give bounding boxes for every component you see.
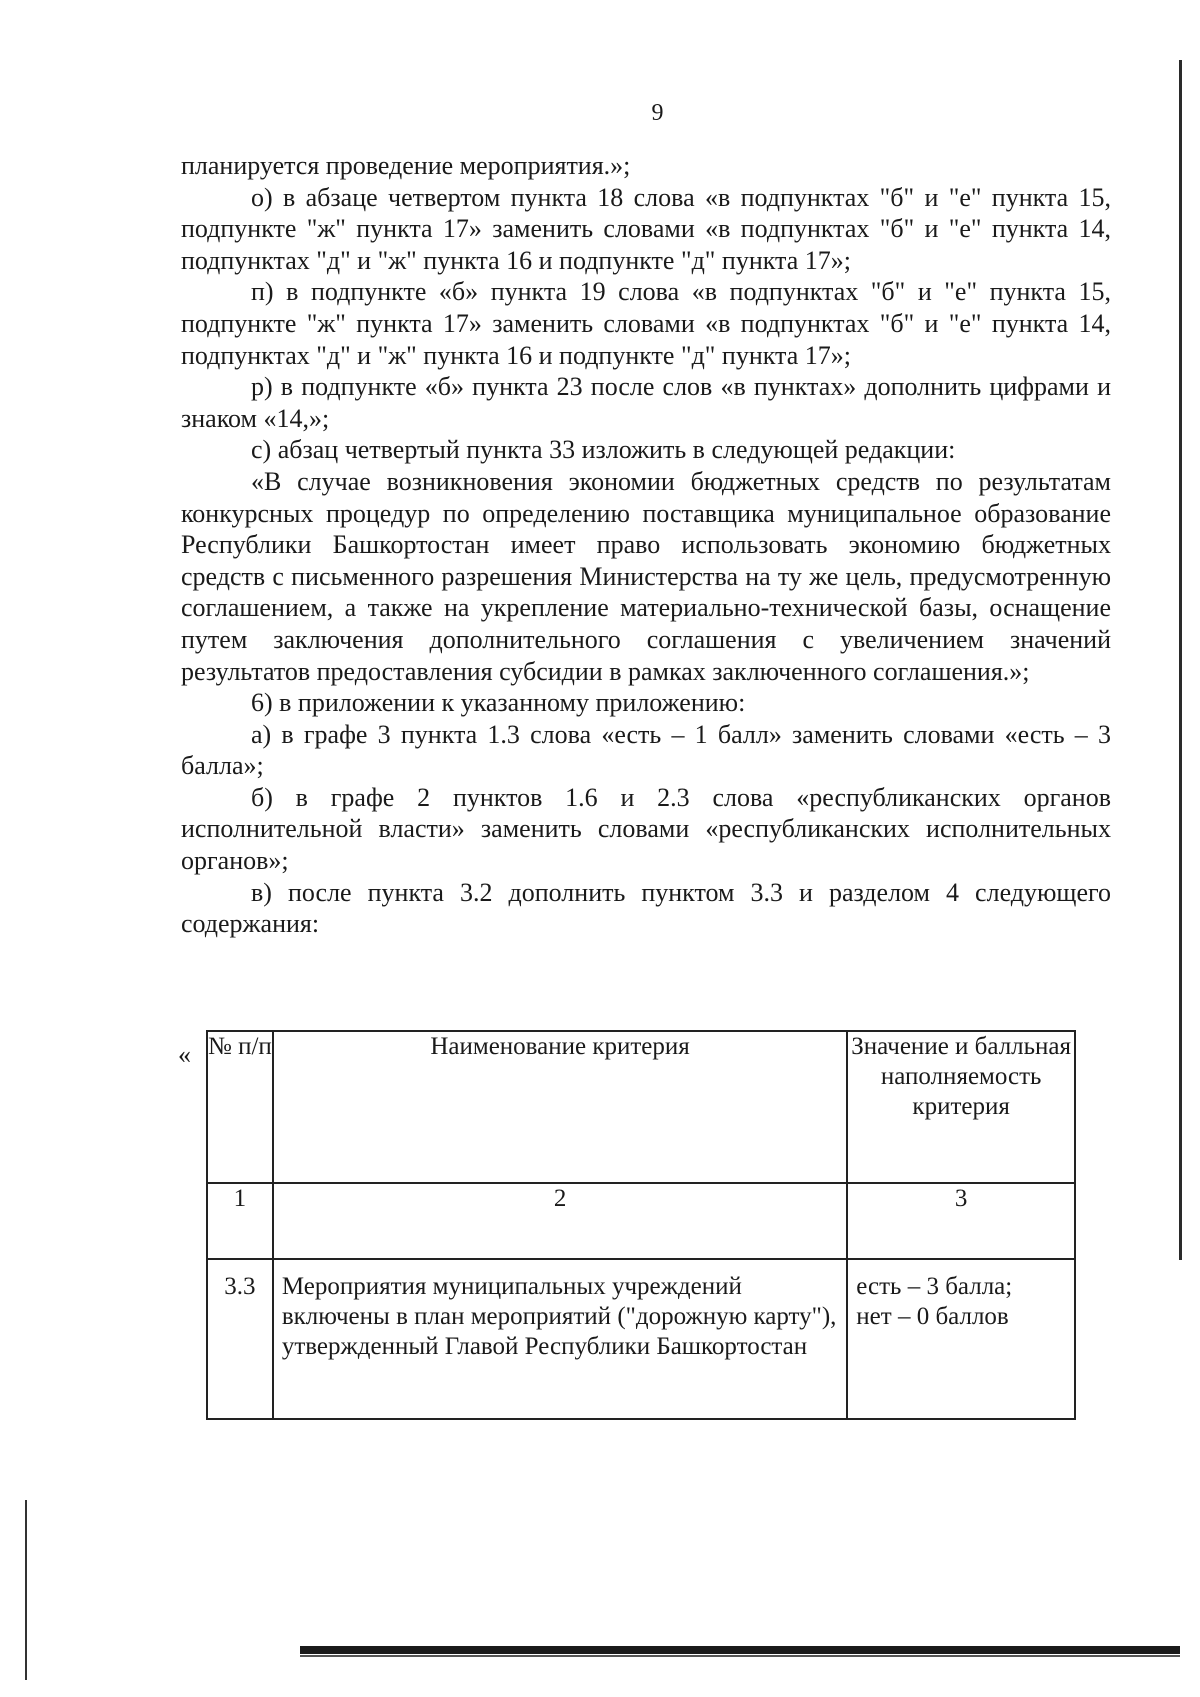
scan-edge-right — [1179, 60, 1182, 1260]
table-column-number-row — [207, 1183, 1075, 1259]
table-row — [207, 1259, 1075, 1419]
paragraph: 6) в приложении к указанному приложению: — [251, 688, 746, 718]
column-number-cell: 3 — [847, 1183, 1075, 1259]
paragraph: п) в подпункте «б» пункта 19 слова «в подпунктах "б" и "е" пункта 15, подпункте "ж" пункта 17» заменить словами «в подпунктах "б" и "е" пункта 14, подпунктах "д" и "ж" пункта 16 и подпункте "д" пункта 17»; — [181, 277, 1111, 370]
paragraph: «В случае возникновения экономии бюджетных средств по результатам конкурсных процедур по определению поставщика муниципальное образование Республики Башкортостан имеет право использовать экономию бюджетных средств с письменного разрешения Министерства на ту же цель, предусмотренную соглашением, а также на укрепление материально-технической базы, оснащение путем заключения дополнительного соглашения с увеличением значений результатов предоставления субсидии в рамках заключенного соглашения.»; — [181, 466, 1111, 686]
table-header-row — [207, 1031, 1075, 1183]
paragraph: б) в графе 2 пунктов 1.6 и 2.3 слова «республиканских органов исполнительной власти» заменить словами «республиканских исполнительных органов»; — [181, 782, 1111, 876]
scan-edge-bottom — [300, 1646, 1180, 1654]
table-open-quote: « — [178, 1040, 191, 1069]
criteria-table — [206, 1030, 1076, 1420]
scan-edge-left — [25, 1500, 27, 1680]
row-number-cell: 3.3 — [207, 1259, 273, 1419]
row-criterion-name-cell: Мероприятия муниципальных учреждений включены в план мероприятий ("дорожную карту"), утвержденный Главой Республики Башкортостан — [273, 1259, 847, 1419]
page-number: 9 — [651, 100, 664, 126]
scan-edge-bottom-thin — [300, 1655, 1180, 1657]
paragraph: планируется проведение мероприятия.»; — [181, 151, 631, 180]
value-line: есть – 3 балла; — [856, 1273, 1013, 1300]
header-cell-value: Значение и балльная наполняемость критерия — [847, 1031, 1075, 1183]
column-number-cell: 2 — [273, 1183, 847, 1259]
paragraph: о) в абзаце четвертом пункта 18 слова «в подпунктах "б" и "е" пункта 15, подпункте "ж" пункта 17» заменить словами «в подпунктах "б" и "е" пункта 14, подпунктах "д" и "ж" пункта 16 и подпункте "д" пункта 17»; — [181, 182, 1111, 275]
paragraph: а) в графе 3 пункта 1.3 слова «есть – 1 балл» заменить словами «есть – 3 балла»; — [181, 719, 1111, 781]
row-value-cell — [847, 1259, 1075, 1419]
paragraph: р) в подпункте «б» пункта 23 после слов «в пунктах» дополнить цифрами и знаком «14,»; — [181, 372, 1111, 433]
column-number-cell: 1 — [207, 1183, 273, 1259]
paragraph: в) после пункта 3.2 дополнить пунктом 3.3 и разделом 4 следующего содержания: — [181, 877, 1111, 939]
value-line: нет – 0 баллов — [856, 1303, 1009, 1330]
paragraph: с) абзац четвертый пункта 33 изложить в следующей редакции: — [251, 435, 956, 465]
header-cell-criterion-name: Наименование критерия — [273, 1031, 847, 1183]
document-body — [181, 150, 1111, 940]
header-cell-number: № п/п — [207, 1031, 273, 1183]
